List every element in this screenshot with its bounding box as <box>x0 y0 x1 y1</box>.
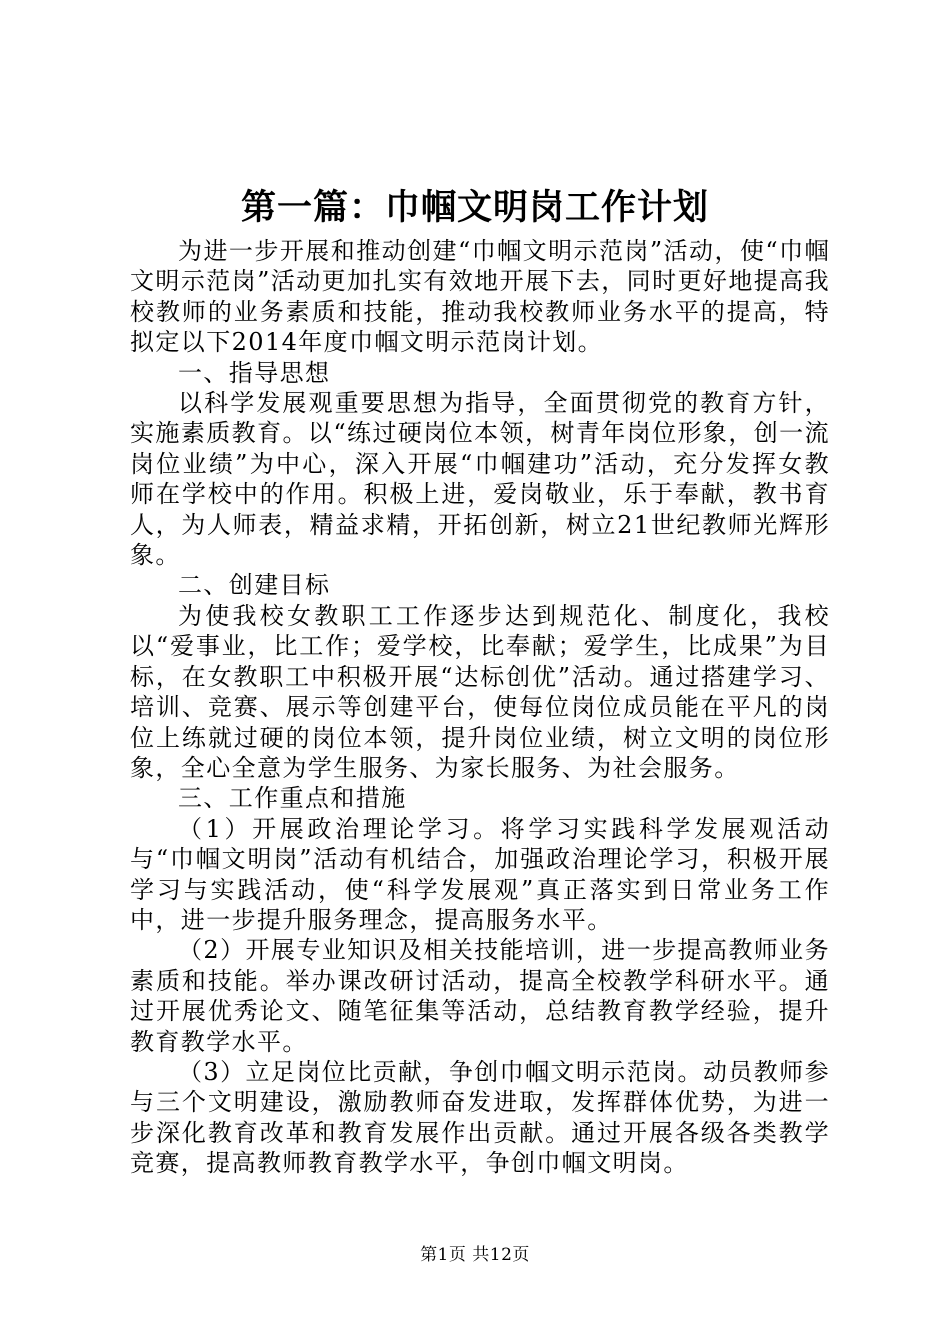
document-title: 第一篇：巾帼文明岗工作计划 <box>240 187 709 228</box>
section-paragraph: 为使我校女教职工工作逐步达到规范化、制度化，我校以“爱事业，比工作；爱学校，比奉献；爱学生，比成果”为目标，在女教职工中积极开展“达标创优”活动。通过搭建学习、培训、竞赛、展示等创建平台，使每位岗位成员能在平凡的岗位上练就过硬的岗位本领，提升岗位业绩，树立文明的岗位形象，全心全意为学生服务、为家长服务、为社会服务。 <box>130 601 830 782</box>
intro-paragraph: 为进一步开展和推动创建“巾帼文明示范岗”活动，使“巾帼文明示范岗”活动更加扎实有效地开展下去，同时更好地提高我校教师的业务素质和技能，推动我校教师业务水平的提高，特拟定以下2014年度巾帼文明示范岗计划。 <box>130 237 830 357</box>
section-heading: 一、指导思想 <box>178 358 331 387</box>
section-heading: 三、工作重点和措施 <box>178 784 407 813</box>
section-guiding-thought <box>130 358 830 571</box>
measure-item-3: （3）立足岗位比贡献，争创巾帼文明示范岗。动员教师参与三个文明建设，激励教师奋发进取，发挥群体优势，为进一步深化教育改革和教育发展作出贡献。通过开展各级各类教学竞赛，提高教师教育教学水平，争创巾帼文明岗。 <box>130 1057 830 1178</box>
measure-item-2: （2）开展专业知识及相关技能培训，进一步提高教师业务素质和技能。举办课改研讨活动，提高全校教学科研水平。通过开展优秀论文、随笔征集等活动，总结教育教学经验，提升教育教学水平。 <box>130 936 830 1056</box>
page-number-footer: 第1页 共12页 <box>420 1245 530 1265</box>
measure-item-1: （1）开展政治理论学习。将学习实践科学发展观活动与“巾帼文明岗”活动有机结合，加强政治理论学习，积极开展学习与实践活动，使“科学发展观”真正落实到日常业务工作中，进一步提升服务理念，提高服务水平。 <box>130 814 830 934</box>
document-body <box>130 236 830 1179</box>
section-goals <box>130 570 830 783</box>
section-measures <box>130 783 830 1178</box>
section-paragraph: 以科学发展观重要思想为指导，全面贯彻党的教育方针，实施素质教育。以“练过硬岗位本领，树青年岗位形象，创一流岗位业绩”为中心，深入开展“巾帼建功”活动，充分发挥女教师在学校中的作用。积极上进，爱岗敬业，乐于奉献，教书育人，为人师表，精益求精，开拓创新，树立21世纪教师光辉形象。 <box>130 389 830 570</box>
section-heading: 二、创建目标 <box>178 571 331 600</box>
